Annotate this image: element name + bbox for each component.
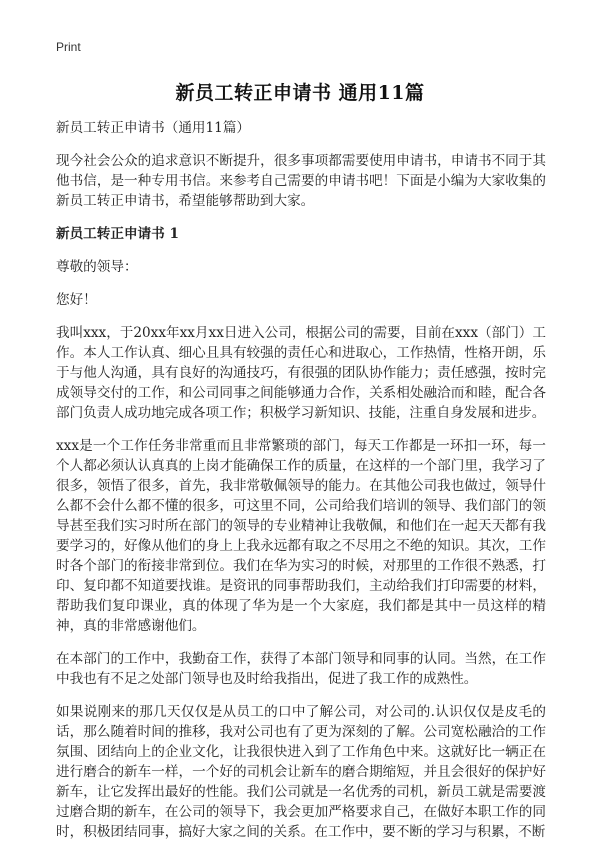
intro-paragraph: 现今社会公众的追求意识不断提升，很多事项都需要使用申请书，申请书不同于其他书信，是一种专用书信。来参考自己需要的申请书吧！下面是小编为大家收集的新员工转正申请书，希望能够帮助到大家。 xyxy=(56,153,546,209)
section-heading: 新员工转正申请书 1 xyxy=(56,226,179,242)
body-paragraph: 我叫xxx，于20xx年xx月xx日进入公司，根据公司的需要，目前在xxx（部门）工作。本人工作认真、细心且具有较强的责任心和进取心，工作热情，性格开朗，乐于与他人沟通，具有良好的沟通技巧，有很强的团队协作能力；责任感强，按时完成领导交付的工作，和公司同事之间能够通力合作，关系相处融洽而和睦，配合各部门负责人成功地完成各项工作；积极学习新知识、技能，注重自身发展和进步。 xyxy=(56,325,546,421)
document-subtitle: 新员工转正申请书（通用11篇） xyxy=(56,120,251,136)
document-title: 新员工转正申请书 通用11篇 xyxy=(175,82,425,104)
document-body xyxy=(56,118,546,855)
body-paragraph: 在本部门的工作中，我勤奋工作，获得了本部门领导和同事的认同。当然，在工作中我也有不足之处部门领导也及时给我指出，促进了我工作的成熟性。 xyxy=(56,651,546,687)
salutation: 尊敬的领导： xyxy=(56,259,138,275)
print-link[interactable]: Print xyxy=(56,40,81,54)
greeting: 您好！ xyxy=(56,292,97,308)
body-paragraph: 如果说刚来的那几天仅仅是从员工的口中了解公司，对公司的.认识仅仅是皮毛的话，那么随着时间的推移，我对公司也有了更为深刻的了解。公司宽松融洽的工作氛围、团结向上的企业文化，让我很快进入到了工作角色中来。这就好比一辆正在进行磨合的新车一样，一个好的司机会让新车的磨合期缩短，并且会很好的保护好新车，让它发挥出最好的性能。我们公司就是一名优秀的司机，新员工就是需要渡过磨合期的新车，在公司的领导下，我会更加严格要求自己，在做好本职工作的同时，积极团结同事，搞好大家之间的关系。在工作中，要不断的学习与积累，不断 xyxy=(56,704,546,840)
body-paragraph: xxx是一个工作任务非常重而且非常繁琐的部门，每天工作都是一环扣一环，每一个人都必须认认真真的上岗才能确保工作的质量，在这样的一个部门里，我学习了很多，领悟了很多，首先，我非常敬佩领导的能力。在其他公司我也做过，领导什么都不会什么都不懂的很多，可这里不同，公司给我们培训的领导、我们部门的领导甚至我们实习时所在部门的领导的专业精神让我敬佩，和他们在一起天天都有我要学习的，好像从他们的身上上我永远都有取之不尽用之不绝的知识。其次，工作时各个部门的衔接非常到位。我们在华为实习的时候，对那里的工作很不熟悉，打印、复印都不知道要找谁。是资讯的同事帮助我们，主动给我们打印需要的材料，帮助我们复印课业，真的体现了华为是一个大家庭，我们都是其中一员这样的精神，真的非常感谢他们。 xyxy=(56,438,546,634)
